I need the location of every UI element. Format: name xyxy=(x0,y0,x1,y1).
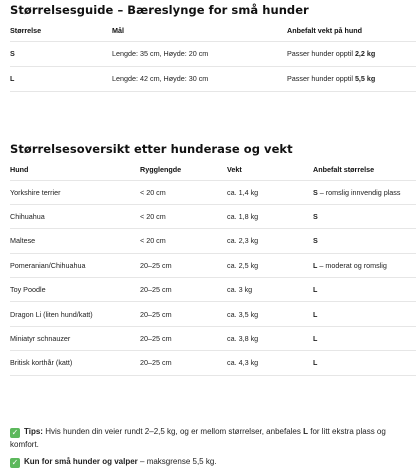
header-measure: Mål xyxy=(112,21,287,41)
header-recommended-weight: Anbefalt vekt på hund xyxy=(287,21,416,41)
recommended-cell: Passer hunder opptil 5,5 kg xyxy=(287,66,416,91)
table-row xyxy=(10,229,416,253)
table-row xyxy=(10,351,416,375)
dog-cell: Maltese xyxy=(10,229,140,253)
table-row xyxy=(10,253,416,277)
header-dog: Hund xyxy=(10,160,140,180)
weight-cell: ca. 4,3 kg xyxy=(227,351,313,375)
measure-cell: Lengde: 42 cm, Høyde: 30 cm xyxy=(112,66,287,91)
measure-cell: Lengde: 35 cm, Høyde: 20 cm xyxy=(112,41,287,66)
table-row xyxy=(10,204,416,228)
size-cell: L xyxy=(10,66,112,91)
back-cell: < 20 cm xyxy=(140,204,227,228)
dog-cell: Chihuahua xyxy=(10,204,140,228)
size-cell: L xyxy=(313,302,416,326)
size-cell: L xyxy=(313,278,416,302)
header-back-length: Rygglengde xyxy=(140,160,227,180)
table-header-row xyxy=(10,21,416,41)
dog-cell: Miniatyr schnauzer xyxy=(10,326,140,350)
weight-cell: ca. 3,8 kg xyxy=(227,326,313,350)
back-cell: 20–25 cm xyxy=(140,253,227,277)
weight-cell: ca. 1,4 kg xyxy=(227,180,313,204)
back-cell: < 20 cm xyxy=(140,229,227,253)
tip-paragraph: ✓ Tips: Hvis hunden din veier rundt 2–2,5 kg, og er mellom størrelser, anbefales L for litt ekstra plass og komfort. xyxy=(10,427,386,449)
size-cell: L xyxy=(313,351,416,375)
table-row xyxy=(10,278,416,302)
table-row xyxy=(10,66,416,91)
breed-overview-table xyxy=(10,160,416,376)
back-cell: 20–25 cm xyxy=(140,278,227,302)
recommended-cell: Passer hunder opptil 2,2 kg xyxy=(287,41,416,66)
weight-cell: ca. 1,8 kg xyxy=(227,204,313,228)
table-row xyxy=(10,302,416,326)
size-cell: L – moderat og romslig xyxy=(313,253,416,277)
check-icon: ✓ xyxy=(11,428,19,437)
header-size: Størrelse xyxy=(10,21,112,41)
dog-cell: Yorkshire terrier xyxy=(10,180,140,204)
size-cell: S xyxy=(313,229,416,253)
guide-title: Størrelsesguide – Bæreslynge for små hunder xyxy=(10,3,309,17)
dog-cell: Toy Poodle xyxy=(10,278,140,302)
header-weight: Vekt xyxy=(227,160,313,180)
back-cell: 20–25 cm xyxy=(140,351,227,375)
size-cell: S xyxy=(10,41,112,66)
overview-title: Størrelsesoversikt etter hunderase og vekt xyxy=(10,142,293,156)
size-cell: L xyxy=(313,326,416,350)
weight-cell: ca. 3,5 kg xyxy=(227,302,313,326)
table-header-row xyxy=(10,160,416,180)
back-cell: 20–25 cm xyxy=(140,326,227,350)
table-row xyxy=(10,326,416,350)
weight-cell: ca. 2,3 kg xyxy=(227,229,313,253)
small-dogs-note: ✓ Kun for små hunder og valper – maksgrense 5,5 kg. xyxy=(11,457,217,467)
size-cell: S – romslig innvendig plass xyxy=(313,180,416,204)
table-row xyxy=(10,41,416,66)
dog-cell: Pomeranian/Chihuahua xyxy=(10,253,140,277)
size-cell: S xyxy=(313,204,416,228)
back-cell: 20–25 cm xyxy=(140,302,227,326)
table-row xyxy=(10,180,416,204)
weight-cell: ca. 2,5 kg xyxy=(227,253,313,277)
header-recommended-size: Anbefalt størrelse xyxy=(313,160,416,180)
size-guide-table xyxy=(10,21,416,92)
dog-cell: Dragon Li (liten hund/katt) xyxy=(10,302,140,326)
weight-cell: ca. 3 kg xyxy=(227,278,313,302)
check-icon: ✓ xyxy=(11,458,19,467)
back-cell: < 20 cm xyxy=(140,180,227,204)
dog-cell: Britisk korthår (katt) xyxy=(10,351,140,375)
